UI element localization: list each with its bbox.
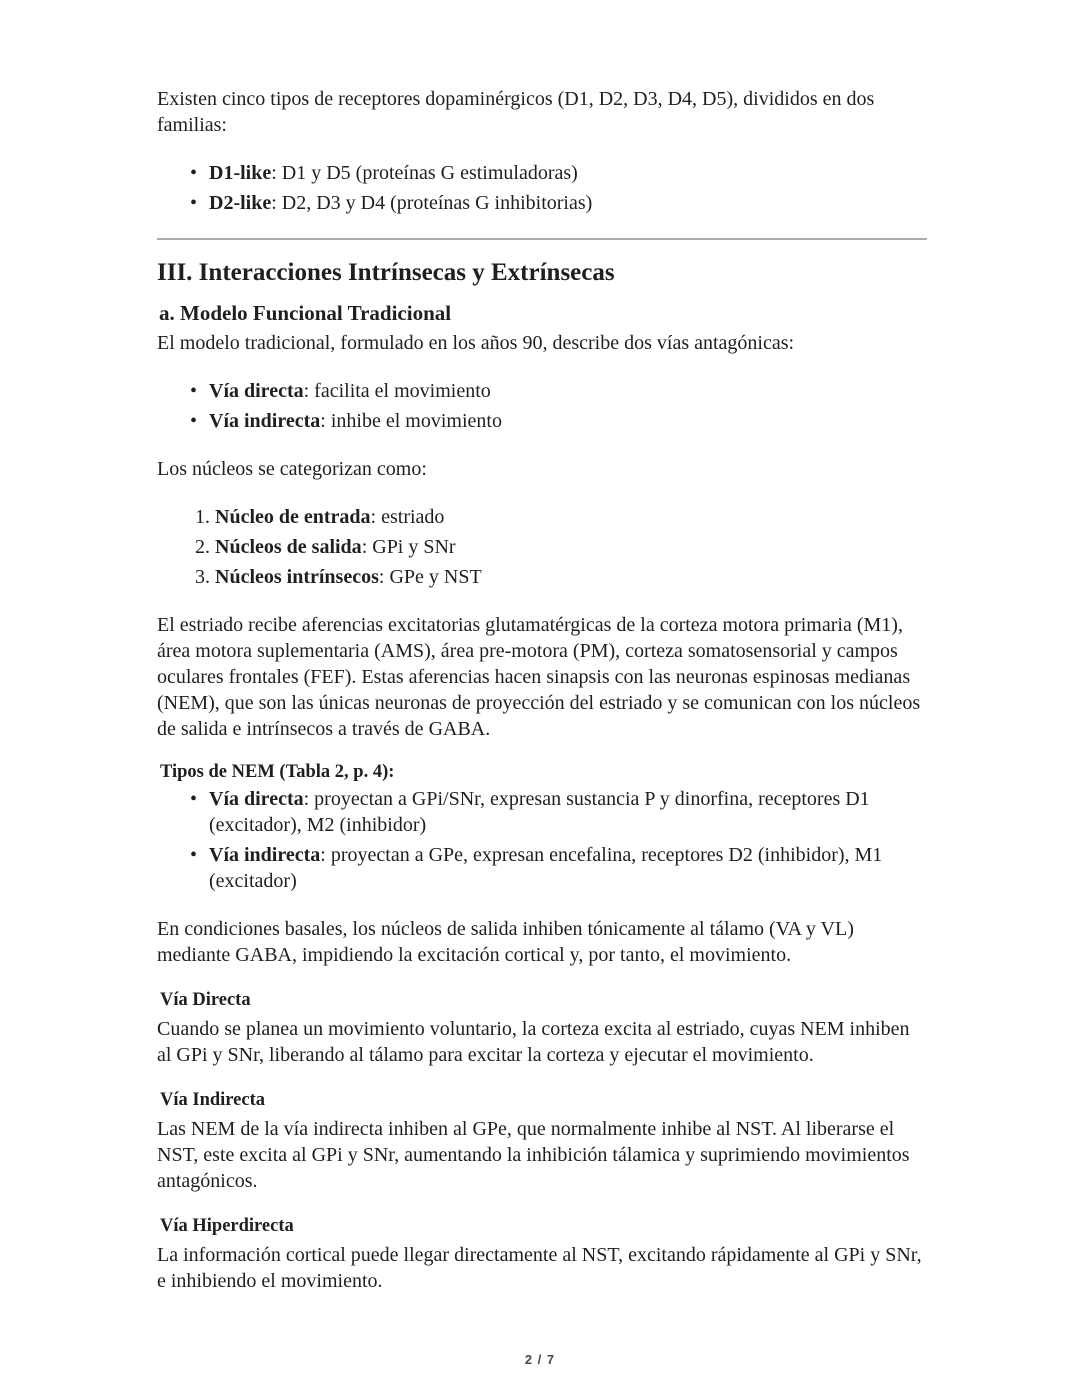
- list-term: Núcleo de entrada: [215, 506, 371, 528]
- direct-pathway-heading: Vía Directa: [160, 990, 251, 1010]
- list-text: : proyectan a GPi/SNr, expresan sustancia P y dinorfina, receptores D1 (excitador), M2 (inhibidor): [209, 788, 870, 836]
- basal-paragraph: En condiciones basales, los núcleos de salida inhiben tónicamente al tálamo (VA y VL) mediante GABA, impidiendo la excitación cortical y, por tanto, el movimiento.: [157, 918, 854, 966]
- list-text: : facilita el movimiento: [303, 380, 491, 402]
- model-intro-paragraph: El modelo tradicional, formulado en los años 90, describe dos vías antagónicas:: [157, 332, 795, 354]
- list-term: Vía directa: [209, 788, 304, 810]
- striatum-paragraph: El estriado recibe aferencias excitatorias glutamatérgicas de la corteza motora primaria (M1), área motora suplementaria (AMS), área pre-motora (PM), corteza somatosensorial y campos oculares frontales (FEF). Estas aferencias hacen sinapsis con las neuronas espinosas medianas (NEM), que son las únicas neuronas de proyección del estriado y se comunican con los núcleos de salida e intrínsecos a través de GABA.: [157, 614, 921, 740]
- list-text: : proyectan a GPe, expresan encefalina, receptores D2 (inhibidor), M1 (excitador): [209, 844, 883, 892]
- list-term: Núcleos de salida: [215, 536, 362, 558]
- list-text: : D1 y D5 (proteínas G estimuladoras): [271, 162, 578, 184]
- direct-pathway-paragraph: Cuando se planea un movimiento voluntario, la corteza excita al estriado, cuyas NEM inhiben al GPi y SNr, liberando al tálamo para excitar la corteza y ejecutar el movimiento.: [157, 1018, 910, 1066]
- list-term: Vía indirecta: [209, 844, 321, 866]
- pathway-list: [157, 378, 927, 434]
- nem-heading: Tipos de NEM (Tabla 2, p. 4):: [160, 762, 395, 782]
- list-term: Vía indirecta: [209, 410, 321, 432]
- list-text: : estriado: [370, 506, 445, 528]
- list-text: : GPi y SNr: [361, 536, 456, 558]
- list-item: [209, 160, 927, 186]
- list-item: [209, 786, 927, 838]
- list-text: : GPe y NST: [378, 566, 482, 588]
- subsection-title: a. Modelo Funcional Tradicional: [159, 301, 452, 325]
- section-title: III. Interacciones Intrínsecas y Extrínsecas: [157, 259, 615, 286]
- nuclei-list: [157, 504, 927, 590]
- list-item: [209, 842, 927, 894]
- receptor-family-list: [157, 160, 927, 216]
- list-text: : D2, D3 y D4 (proteínas G inhibitorias): [271, 192, 593, 214]
- list-item: [209, 408, 927, 434]
- list-term: Vía directa: [209, 380, 304, 402]
- list-item: [209, 378, 927, 404]
- hyperdirect-pathway-paragraph: La información cortical puede llegar directamente al NST, excitando rápidamente al GPi y SNr, e inhibiendo el movimiento.: [157, 1244, 922, 1292]
- hyperdirect-pathway-heading: Vía Hiperdirecta: [160, 1216, 294, 1236]
- list-item: [215, 564, 927, 590]
- intro-paragraph: Existen cinco tipos de receptores dopaminérgicos (D1, D2, D3, D4, D5), divididos en dos familias:: [157, 88, 875, 136]
- list-term: D2-like: [209, 192, 272, 214]
- list-item: [215, 534, 927, 560]
- section-divider: [157, 238, 927, 240]
- list-term: Núcleos intrínsecos: [215, 566, 379, 588]
- list-item: [215, 504, 927, 530]
- indirect-pathway-paragraph: Las NEM de la vía indirecta inhiben al GPe, que normalmente inhibe al NST. Al liberarse el NST, este excita al GPi y SNr, aumentando la inhibición tálamica y suprimiendo movimientos antagónicos.: [157, 1118, 910, 1192]
- document-content: [157, 86, 927, 1308]
- list-text: : inhibe el movimiento: [320, 410, 502, 432]
- nem-list: [157, 786, 927, 894]
- page-number-indicator: 2 / 7: [524, 1352, 556, 1367]
- list-term: D1-like: [209, 162, 272, 184]
- indirect-pathway-heading: Vía Indirecta: [160, 1090, 266, 1110]
- nuclei-intro: Los núcleos se categorizan como:: [157, 458, 427, 480]
- list-item: [209, 190, 927, 216]
